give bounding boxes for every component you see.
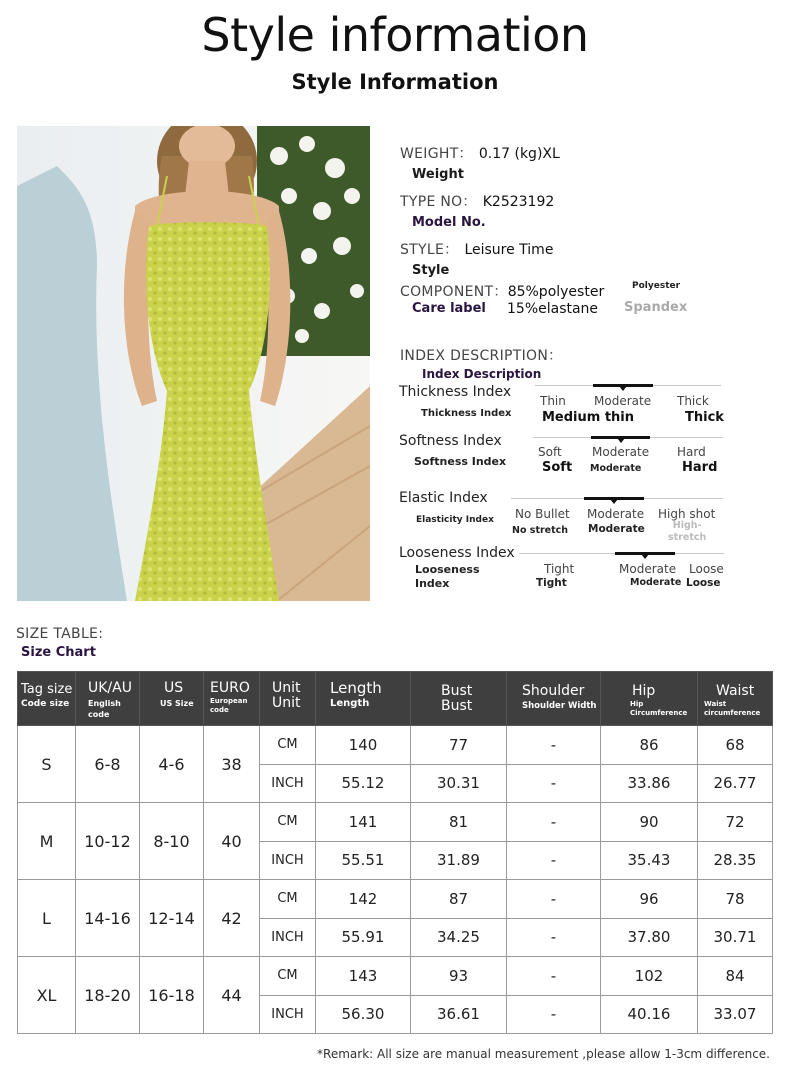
size-tag-cell: L [18, 880, 76, 957]
page-title: Style information [201, 8, 589, 62]
elastic-marker [584, 497, 644, 500]
softness-marker [591, 436, 650, 439]
hip-cell: 40.16 [601, 995, 698, 1034]
table-row [18, 880, 773, 919]
weight-label: WEIGHT： [400, 146, 473, 162]
header-shoulder: Shoulder Shoulder Width [507, 672, 601, 726]
table-row [18, 957, 773, 996]
softness-name: Softness Index [399, 433, 502, 449]
length-cell: 55.91 [316, 918, 411, 957]
waist-cell: 72 [698, 803, 773, 842]
unit-cell: INCH [260, 918, 316, 957]
weight-value: 0.17 (kg)XL [478, 146, 560, 162]
elastic-name: Elastic Index [399, 490, 488, 506]
size-tag-cell: S [18, 726, 76, 803]
size-euro-cell: 38 [204, 726, 260, 803]
size-tag-cell: M [18, 803, 76, 880]
size-tag-cell: XL [18, 957, 76, 1034]
weight-info [400, 143, 560, 182]
style-info [400, 239, 553, 278]
size-chart-header-row [18, 672, 773, 726]
size-chart-table [17, 671, 773, 1034]
index-sub: Index Description [422, 367, 542, 381]
weight-sub: Weight [412, 167, 464, 182]
header-us: US US Size [140, 672, 204, 726]
looseness-val-loose: Loose [686, 577, 721, 589]
bust-cell: 77 [411, 726, 507, 765]
elastic-opt-highshot: High shot [658, 507, 716, 521]
elastic-index [399, 490, 739, 545]
header-length: Length Length [316, 672, 411, 726]
unit-cell: CM [260, 957, 316, 996]
thickness-marker [593, 384, 653, 387]
waist-cell: 33.07 [698, 995, 773, 1034]
shoulder-cell: - [507, 957, 601, 996]
style-label: STYLE： [400, 242, 459, 258]
length-cell: 55.12 [316, 764, 411, 803]
component-value-1: 85%polyester [507, 284, 605, 300]
hip-cell: 96 [601, 880, 698, 919]
size-us-cell: 4-6 [140, 726, 204, 803]
thickness-val-thick: Thick [685, 410, 724, 425]
softness-sub: Softness Index [414, 455, 507, 468]
softness-opt-moderate: Moderate [592, 445, 650, 459]
waist-cell: 30.71 [698, 918, 773, 957]
softness-val-hard: Hard [682, 460, 718, 475]
looseness-val-moderate: Moderate [630, 577, 682, 588]
unit-cell: CM [260, 803, 316, 842]
style-value: Leisure Time [464, 242, 554, 258]
looseness-name: Looseness Index [399, 545, 515, 561]
elastic-val-moderate: Moderate [588, 523, 645, 535]
length-cell: 143 [316, 957, 411, 996]
bust-cell: 93 [411, 957, 507, 996]
elastic-val-nostretch: No stretch [512, 525, 569, 536]
thickness-val-thin: Medium thin [542, 410, 635, 425]
header-euro: EURO European code [204, 672, 260, 726]
looseness-opt-tight: Tight [544, 562, 575, 576]
thickness-opt-thin: Thin [540, 394, 566, 408]
index-label: INDEX DESCRIPTION： [400, 348, 563, 364]
length-cell: 55.51 [316, 841, 411, 880]
header-tag-size: Tag size Code size [18, 672, 76, 726]
component-note-polyester: Polyester [632, 281, 681, 291]
waist-cell: 68 [698, 726, 773, 765]
elastic-opt-nobullet: No Bullet [515, 507, 570, 521]
softness-index [399, 433, 739, 478]
size-euro-cell: 44 [204, 957, 260, 1034]
bust-cell: 31.89 [411, 841, 507, 880]
type-value: K2523192 [482, 194, 555, 210]
size-us-cell: 8-10 [140, 803, 204, 880]
hip-cell: 33.86 [601, 764, 698, 803]
waist-cell: 84 [698, 957, 773, 996]
looseness-val-tight: Tight [536, 577, 567, 589]
component-note-spandex: Spandex [624, 300, 688, 315]
table-row [18, 726, 773, 765]
size-uk-cell: 10-12 [76, 803, 140, 880]
header-hip: Hip Hip Circumference [601, 672, 698, 726]
thickness-opt-moderate: Moderate [594, 394, 652, 408]
shoulder-cell: - [507, 726, 601, 765]
hip-cell: 90 [601, 803, 698, 842]
softness-val-moderate: Moderate [590, 463, 642, 474]
shoulder-cell: - [507, 995, 601, 1034]
remark-note: *Remark: All size are manual measurement ,please allow 1-3cm difference. [317, 1047, 770, 1061]
softness-val-soft: Soft [542, 460, 573, 475]
looseness-marker [615, 552, 675, 555]
style-sub: Style [412, 263, 450, 278]
waist-cell: 26.77 [698, 764, 773, 803]
bust-cell: 34.25 [411, 918, 507, 957]
thickness-opt-thick: Thick [677, 394, 709, 408]
size-table-label: SIZE TABLE: [16, 626, 104, 642]
length-cell: 140 [316, 726, 411, 765]
size-chart-label: Size Chart [21, 645, 96, 660]
elastic-opt-moderate: Moderate [587, 507, 645, 521]
softness-opt-hard: Hard [677, 445, 706, 459]
hip-cell: 37.80 [601, 918, 698, 957]
size-chart-body [18, 726, 773, 1034]
header-uk-au: UK/AU English code [76, 672, 140, 726]
hip-cell: 102 [601, 957, 698, 996]
unit-cell: CM [260, 726, 316, 765]
bust-cell: 30.31 [411, 764, 507, 803]
unit-cell: CM [260, 880, 316, 919]
bust-cell: 36.61 [411, 995, 507, 1034]
hip-cell: 35.43 [601, 841, 698, 880]
size-us-cell: 12-14 [140, 880, 204, 957]
header-waist: Waist Waist circumference [698, 672, 773, 726]
thickness-sub: Thickness Index [421, 408, 512, 419]
unit-cell: INCH [260, 764, 316, 803]
type-label: TYPE NO： [400, 194, 477, 210]
size-uk-cell: 14-16 [76, 880, 140, 957]
unit-cell: INCH [260, 841, 316, 880]
length-cell: 142 [316, 880, 411, 919]
bust-cell: 81 [411, 803, 507, 842]
shoulder-cell: - [507, 803, 601, 842]
unit-cell: INCH [260, 995, 316, 1034]
thickness-name: Thickness Index [399, 384, 512, 400]
type-sub: Model No. [412, 215, 486, 230]
shoulder-cell: - [507, 841, 601, 880]
size-uk-cell: 18-20 [76, 957, 140, 1034]
length-cell: 141 [316, 803, 411, 842]
page-subtitle: Style Information [291, 70, 499, 94]
shoulder-cell: - [507, 880, 601, 919]
index-description [400, 345, 562, 381]
size-uk-cell: 6-8 [76, 726, 140, 803]
waist-cell: 28.35 [698, 841, 773, 880]
hip-cell: 86 [601, 726, 698, 765]
looseness-opt-loose: Loose [689, 562, 724, 576]
component-label: COMPONENT： [400, 284, 508, 300]
size-euro-cell: 42 [204, 880, 260, 957]
type-info [400, 191, 554, 230]
bust-cell: 87 [411, 880, 507, 919]
size-us-cell: 16-18 [140, 957, 204, 1034]
component-sub: Care label [412, 301, 486, 316]
shoulder-cell: - [507, 764, 601, 803]
table-row [18, 803, 773, 842]
looseness-opt-moderate: Moderate [619, 562, 677, 576]
header-bust: Bust Bust [411, 672, 507, 726]
waist-cell: 78 [698, 880, 773, 919]
elastic-val-highstretch: High- stretch [668, 520, 707, 543]
size-euro-cell: 40 [204, 803, 260, 880]
length-cell: 56.30 [316, 995, 411, 1034]
looseness-index [399, 545, 739, 595]
elastic-sub: Elasticity Index [416, 515, 494, 525]
thickness-index [399, 384, 739, 429]
softness-opt-soft: Soft [538, 445, 562, 459]
component-value-2: 15%elastane [507, 301, 599, 317]
header-unit: Unit Unit [260, 672, 316, 726]
product-photo [17, 126, 370, 601]
shoulder-cell: - [507, 918, 601, 957]
looseness-sub: Looseness Index [415, 563, 480, 590]
